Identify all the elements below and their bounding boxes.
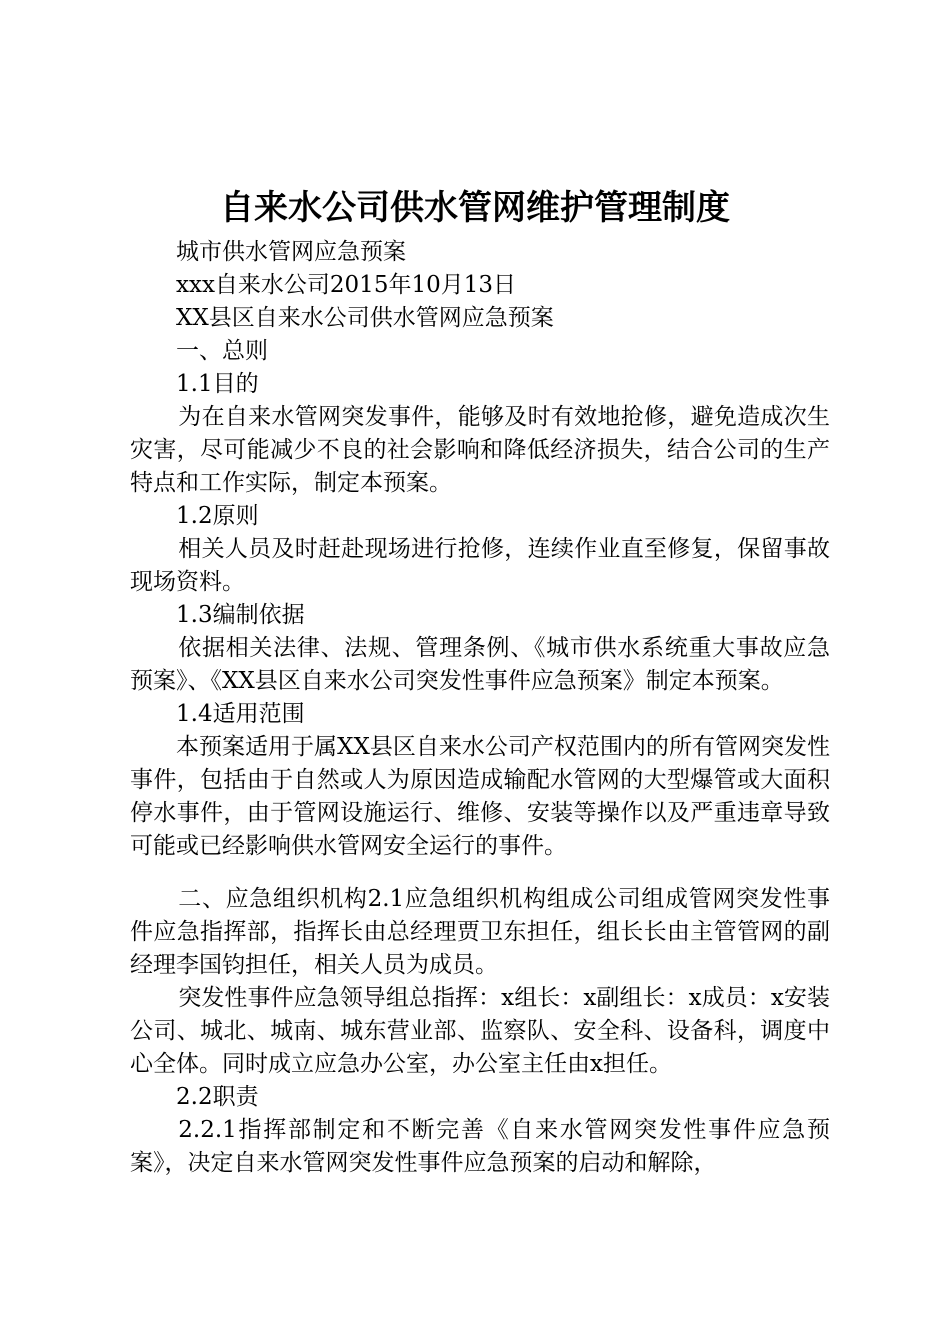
heading-1-4-scope: 1.4适用范围 — [176, 701, 305, 727]
paragraph-gap — [130, 863, 830, 883]
paragraph-company-date: xxx自来水公司2015年10月13日 — [176, 272, 516, 298]
heading-1-2-principle: 1.2原则 — [176, 503, 259, 529]
paragraph-leadership-group: 突发性事件应急领导组总指挥：x组长：x副组长：x成员：x安装公司、城北、城南、城东营业部、监察队、安全科、设备科，调度中心全体。同时成立应急办公室，办公室主任由x担任。 — [130, 985, 830, 1077]
paragraph-emergency-organization: 二、应急组织机构2.1应急组织机构组成公司组成管网突发性事件应急指挥部，指挥长由总经理贾卫东担任，组长长由主管管网的副经理李国钧担任，相关人员为成员。 — [130, 886, 830, 978]
paragraph-basis: 依据相关法律、法规、管理条例、《城市供水系统重大事故应急预案》、《XX县区自来水公司突发性事件应急预案》制定本预案。 — [130, 635, 830, 694]
heading-2-2-duties: 2.2职责 — [176, 1084, 259, 1110]
paragraph-scope: 本预案适用于属XX县区自来水公司产权范围内的所有管网突发性事件，包括由于自然或人为原因造成输配水管网的大型爆管或大面积停水事件，由于管网设施运行、维修、安装等操作以及严重违章导致可能或已经影响供水管网安全运行的事件。 — [130, 734, 830, 859]
heading-1-3-basis: 1.3编制依据 — [176, 602, 305, 628]
heading-1-1-purpose: 1.1目的 — [176, 371, 259, 397]
document-title: 自来水公司供水管网维护管理制度 — [220, 188, 730, 228]
paragraph-plan-name: 城市供水管网应急预案 — [176, 239, 406, 265]
paragraph-principle: 相关人员及时赶赴现场进行抢修，连续作业直至修复，保留事故现场资料。 — [130, 536, 830, 595]
document-body — [130, 236, 830, 1180]
paragraph-purpose: 为在自来水管网突发事件，能够及时有效地抢修，避免造成次生灾害，尽可能减少不良的社会影响和降低经济损失，结合公司的生产特点和工作实际，制定本预案。 — [130, 404, 830, 496]
heading-general-principles: 一、总则 — [176, 338, 268, 364]
paragraph-county-plan: XX县区自来水公司供水管网应急预案 — [176, 305, 554, 331]
paragraph-2-2-1-command: 2.2.1指挥部制定和不断完善《自来水管网突发性事件应急预案》，决定自来水管网突发性事件应急预案的启动和解除， — [130, 1117, 830, 1176]
